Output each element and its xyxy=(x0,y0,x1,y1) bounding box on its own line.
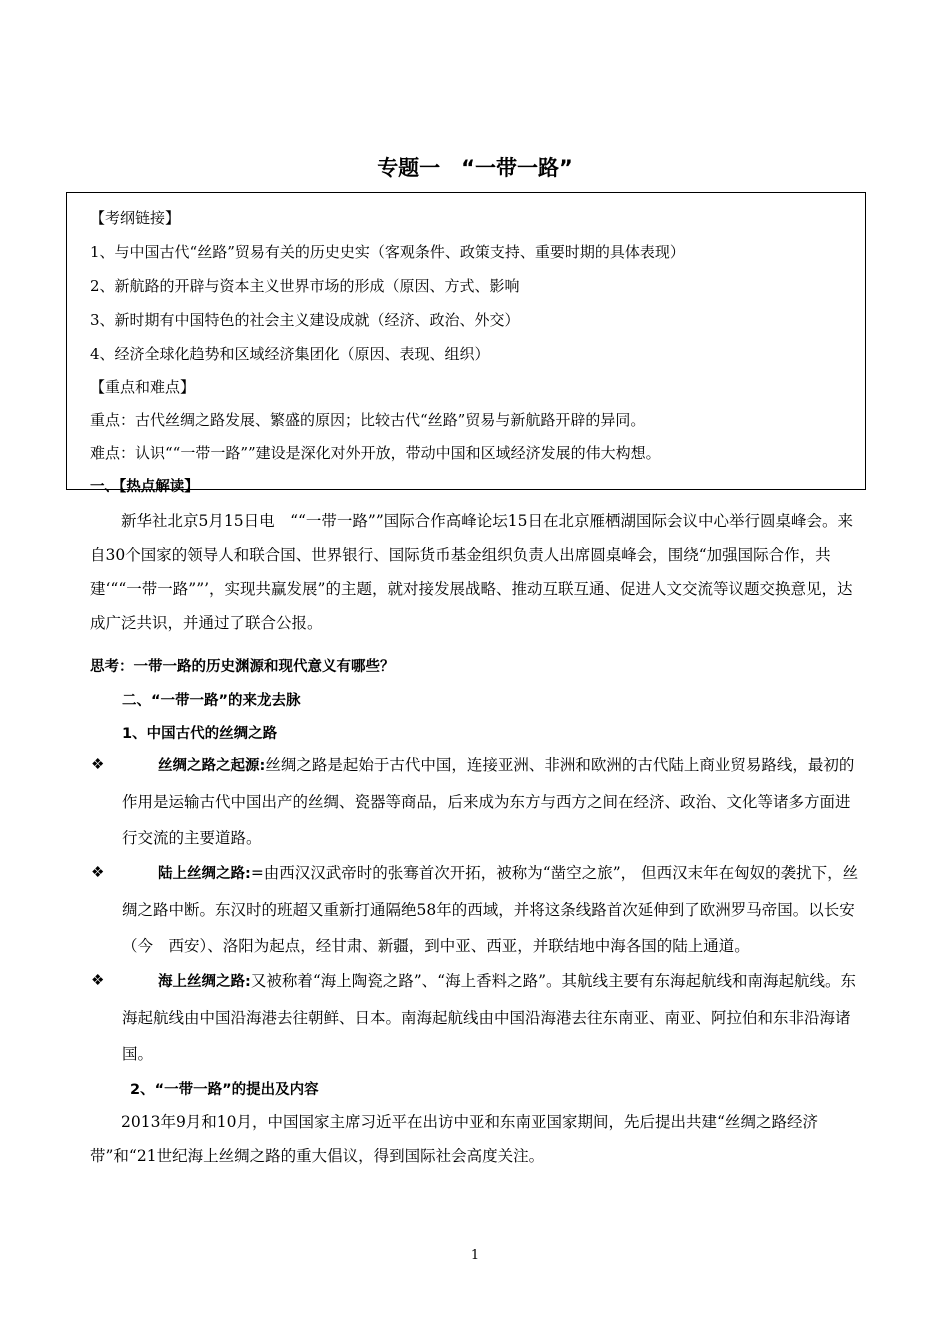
syllabus-item: 2、新航路的开辟与资本主义世界市场的形成（原因、方式、影响 xyxy=(90,277,520,295)
news-paragraph: 新华社北京5月15日电 ““一带一路””国际合作高峰论坛15日在北京雁栖湖国际会议中心举行圆桌峰会。来自30个国家的领导人和联合国、世界银行、国际货币基金组织负责人出席圆桌峰会，围绕“加强国际合作，共建‘““一带一路””’，实现共赢发展”的主题，就对接发展战略、推动互联互通、促进人文交流等议题交换意见，达成广泛共识，并通过了联合公报。 xyxy=(90,512,854,632)
syllabus-heading: 【考纲链接】 xyxy=(90,209,181,227)
page-number: 1 xyxy=(470,1248,480,1263)
difficult-point: 难点：认识““一带一路””建设是深化对外开放，带动中国和区域经济发展的伟大构想。 xyxy=(90,444,661,462)
bullet-icon: ❖ xyxy=(91,755,105,773)
bullet-item xyxy=(122,855,862,964)
bullet-icon: ❖ xyxy=(91,971,105,989)
syllabus-item: 3、新时期有中国特色的社会主义建设成就（经济、政治、外交） xyxy=(90,311,520,329)
key-difficult-heading: 【重点和难点】 xyxy=(90,378,196,396)
bullet-label: 陆上丝绸之路: xyxy=(158,866,251,882)
section-heading-hotspot: 一、【热点解读】 xyxy=(90,479,199,495)
bullet-body: 又被称着“海上陶瓷之路”、“海上香料之路”。其航线主要有东海起航线和南海起航线。东海起航线由中国沿海港去往朝鲜、日本。南海起航线由中国沿海港去往东南亚、南亚、阿拉伯和东非沿海诸国。 xyxy=(122,972,857,1063)
subsection-heading-silk-road: 1、中国古代的丝绸之路 xyxy=(122,726,278,742)
bullet-item xyxy=(122,963,862,1072)
page-title: 专题一 “一带一路” xyxy=(377,156,573,180)
bullet-item xyxy=(122,747,862,856)
syllabus-item: 4、经济全球化趋势和区域经济集团化（原因、表现、组织） xyxy=(90,345,490,363)
question-line: 思考：一带一路的历史渊源和现代意义有哪些？ xyxy=(90,659,395,675)
final-paragraph: 2013年9月和10月，中国国家主席习近平在出访中亚和东南亚国家期间，先后提出共建“丝绸之路经济带”和“21世纪海上丝绸之路的重大倡议，得到国际社会高度关注。 xyxy=(90,1113,818,1165)
bullet-label: 丝绸之路之起源: xyxy=(158,758,266,774)
syllabus-item: 1、与中国古代“丝路”贸易有关的历史史实（客观条件、政策支持、重要时期的具体表现） xyxy=(90,243,685,261)
bullet-icon: ❖ xyxy=(91,863,105,881)
bullet-body: =由西汉汉武帝时的张骞首次开拓，被称为“凿空之旅”， 但西汉末年在匈奴的袭扰下，丝绸之路中断。东汉时的班超又重新打通隔绝58年的西域，并将这条线路首次延伸到了欧洲罗马帝国。以长安（今 西安）、洛阳为起点，经甘肃、新疆，到中亚、西亚，并联结地中海各国的陆上通道。 xyxy=(122,864,859,955)
key-point: 重点：古代丝绸之路发展、繁盛的原因；比较古代“丝路”贸易与新航路开辟的异同。 xyxy=(90,411,646,429)
subsection-heading-proposal: 2、“一带一路”的提出及内容 xyxy=(130,1082,319,1098)
section-heading-origin: 二、“一带一路”的来龙去脉 xyxy=(122,693,301,709)
bullet-body: 丝绸之路是起始于古代中国，连接亚洲、非洲和欧洲的古代陆上商业贸易路线，最初的作用是运输古代中国出产的丝绸、瓷器等商品，后来成为东方与西方之间在经济、政治、文化等诸多方面进行交流的主要道路。 xyxy=(122,756,855,847)
bullet-label: 海上丝绸之路: xyxy=(158,974,251,990)
